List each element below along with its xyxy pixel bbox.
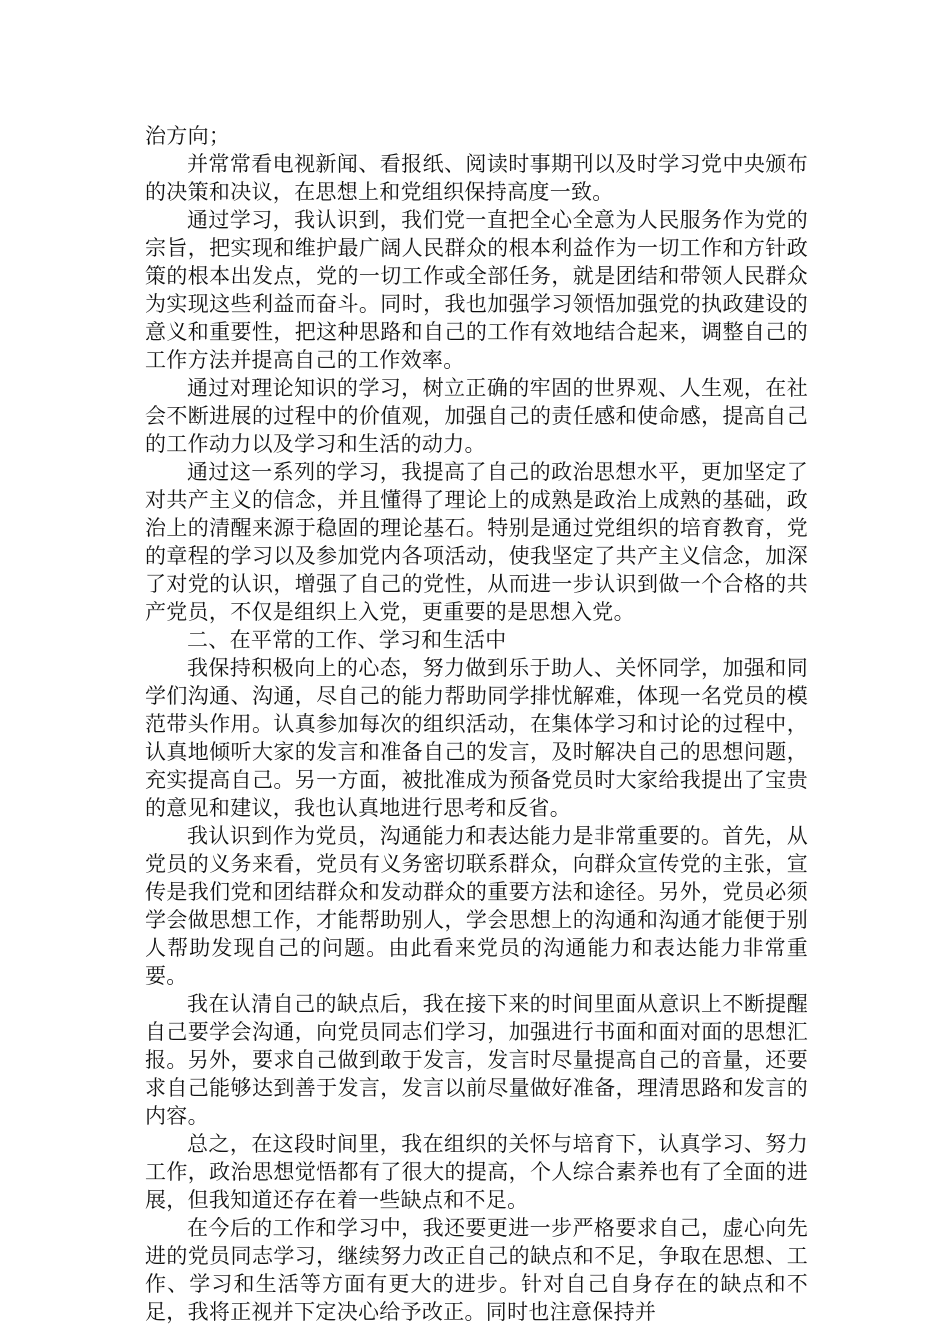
paragraph: 总之，在这段时间里，我在组织的关怀与培育下，认真学习、努力工作，政治思想觉悟都有了很大的提高，个人综合素养也有了全面的进展，但我知道还存在着一些缺点和不足。 xyxy=(145,1132,808,1212)
paragraph: 通过学习，我认识到，我们党一直把全心全意为人民服务作为党的宗旨，把实现和维护最广阔人民群众的根本利益作为一切工作和方针政策的根本出发点，党的一切工作或全部任务，就是团结和带领人民群众为实现这些利益而奋斗。同时，我也加强学习领悟加强党的执政建设的意义和重要性，把这种思路和自己的工作有效地结合起来，调整自己的工作方法并提高自己的工作效率。 xyxy=(145,208,808,372)
paragraph: 并常常看电视新闻、看报纸、阅读时事期刊以及时学习党中央颁布的决策和决议，在思想上和党组织保持高度一致。 xyxy=(145,152,808,204)
document-body xyxy=(145,122,808,1326)
paragraph: 通过这一系列的学习，我提高了自己的政治思想水平，更加坚定了对共产主义的信念，并且懂得了理论上的成熟是政治上成熟的基础，政治上的清醒来源于稳固的理论基石。特别是通过党组织的培育教育，党的章程的学习以及参加党内各项活动，使我坚定了共产主义信念，加深了对党的认识，增强了自己的党性，从而进一步认识到做一个合格的共产党员，不仅是组织上入党，更重要的是思想入党。 xyxy=(145,460,808,624)
section-heading: 二、在平常的工作、学习和生活中 xyxy=(187,628,507,652)
paragraph: 治方向； xyxy=(145,124,231,148)
paragraph: 我保持积极向上的心态，努力做到乐于助人、关怀同学，加强和同学们沟通、沟通，尽自己的能力帮助同学排忧解难，体现一名党员的模范带头作用。认真参加每次的组织活动，在集体学习和讨论的过程中，认真地倾听大家的发言和准备自己的发言，及时解决自己的思想问题，充实提高自己。另一方面，被批准成为预备党员时大家给我提出了宝贵的意见和建议，我也认真地进行思考和反省。 xyxy=(145,656,808,820)
paragraph: 我在认清自己的缺点后，我在接下来的时间里面从意识上不断提醒自己要学会沟通，向党员同志们学习，加强进行书面和面对面的思想汇报。另外，要求自己做到敢于发言，发言时尽量提高自己的音量，还要求自己能够达到善于发言，发言以前尽量做好准备，理清思路和发言的内容。 xyxy=(145,992,808,1128)
paragraph: 在今后的工作和学习中，我还要更进一步严格要求自己，虚心向先进的党员同志学习，继续努力改正自己的缺点和不足，争取在思想、工作、学习和生活等方面有更大的进步。针对自己自身存在的缺点和不足，我将正视并下定决心给予改正。同时也注意保持并 xyxy=(145,1216,808,1324)
paragraph: 我认识到作为党员，沟通能力和表达能力是非常重要的。首先，从党员的义务来看，党员有义务密切联系群众，向群众宣传党的主张，宣传是我们党和团结群众和发动群众的重要方法和途径。另外，党员必须学会做思想工作，才能帮助别人，学会思想上的沟通和沟通才能便于别人帮助发现自己的问题。由此看来党员的沟通能力和表达能力非常重要。 xyxy=(145,824,808,988)
paragraph: 通过对理论知识的学习，树立正确的牢固的世界观、人生观，在社会不断进展的过程中的价值观，加强自己的责任感和使命感，提高自己的工作动力以及学习和生活的动力。 xyxy=(145,376,808,456)
